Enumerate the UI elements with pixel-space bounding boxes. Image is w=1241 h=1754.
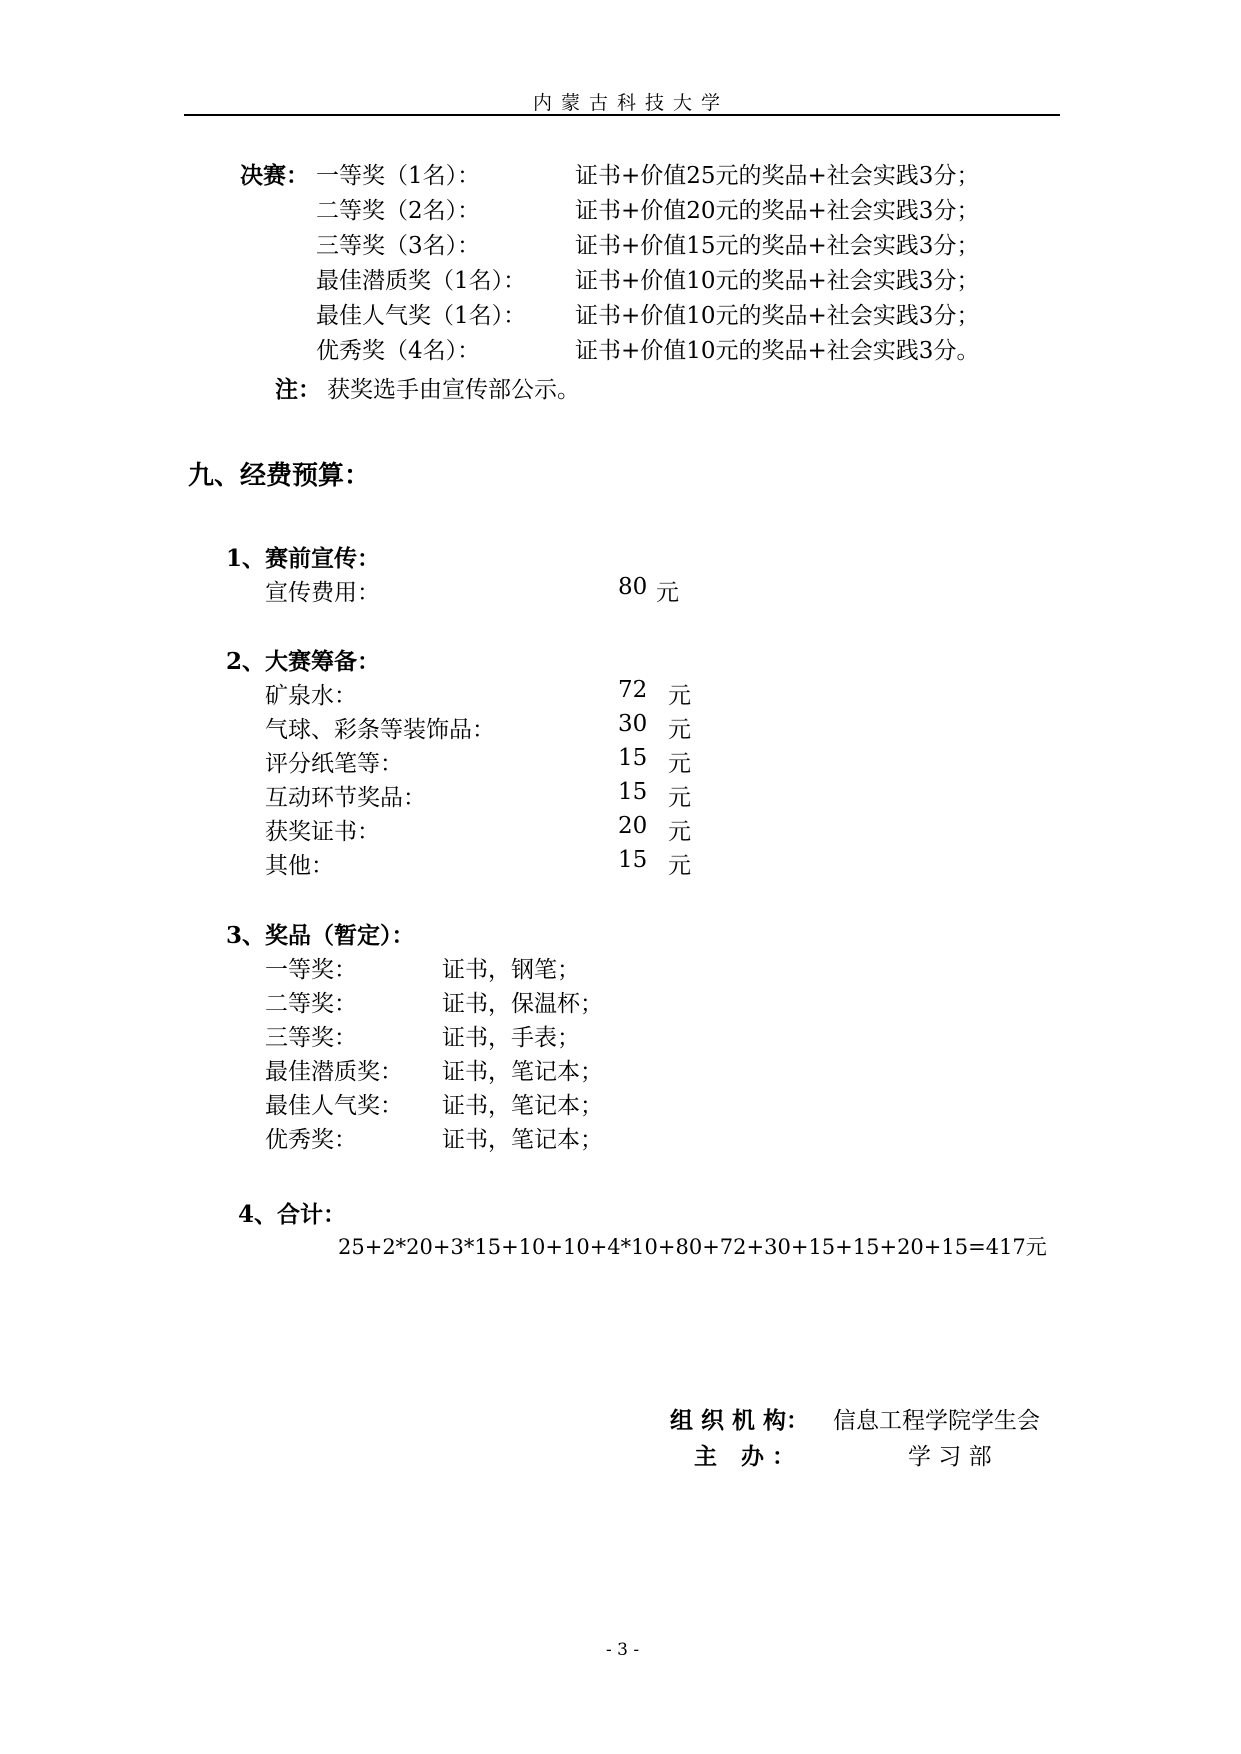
prize-value: 证书，笔记本； — [442, 1093, 603, 1119]
budget-item-amount: 72 — [618, 677, 648, 703]
budget-item-unit: 元 — [656, 580, 679, 606]
budget-item-label: 获奖证书： — [265, 819, 380, 845]
running-header: 内蒙古科技大学 — [533, 92, 730, 114]
budget-item-label: 互动环节奖品： — [265, 785, 426, 811]
note-text: 获奖选手由宣传部公示。 — [327, 377, 580, 403]
budget-item-unit: 元 — [668, 717, 691, 743]
page-number: - 3 - — [606, 1640, 640, 1660]
prize-value: 证书，保温杯； — [442, 991, 603, 1017]
budget-item-amount: 20 — [618, 813, 648, 839]
subsection-title-promo: 1、赛前宣传： — [226, 545, 381, 572]
budget-item-label: 其他： — [265, 853, 334, 879]
budget-item-amount: 30 — [618, 711, 648, 737]
award-prize: 证书+价值10元的奖品+社会实践3分。 — [575, 338, 980, 364]
organizer-value: 信息工程学院学生会 — [833, 1408, 1040, 1434]
section-title-budget: 九、经费预算： — [188, 461, 371, 491]
budget-item-amount: 15 — [618, 847, 648, 873]
prize-label: 最佳潜质奖： — [265, 1059, 403, 1085]
budget-item-amount: 80 — [618, 574, 648, 600]
budget-item-unit: 元 — [668, 853, 691, 879]
host-value: 学 习 部 — [908, 1444, 992, 1470]
total-formula: 25+2*20+3*15+10+10+4*10+80+72+30+15+15+20+15=417元 — [338, 1235, 1047, 1259]
host-label: 主 办 ： — [694, 1443, 796, 1470]
budget-item-label: 气球、彩条等装饰品： — [265, 717, 495, 743]
budget-item-label: 矿泉水： — [265, 683, 357, 709]
award-name: 最佳潜质奖（1名）： — [316, 268, 527, 294]
prize-label: 三等奖： — [265, 1025, 357, 1051]
budget-item-unit: 元 — [668, 683, 691, 709]
award-name: 一等奖（1名）： — [316, 163, 481, 189]
award-prize: 证书+价值20元的奖品+社会实践3分； — [575, 198, 980, 224]
award-name: 优秀奖（4名）： — [316, 338, 481, 364]
finals-label: 决赛： — [240, 162, 309, 189]
budget-item-label: 宣传费用： — [265, 580, 380, 606]
header-divider — [184, 114, 1060, 116]
subsection-title-total: 4、合计： — [238, 1201, 347, 1228]
prize-label: 一等奖： — [265, 957, 357, 983]
note-label: 注： — [275, 376, 321, 403]
prize-label: 最佳人气奖： — [265, 1093, 403, 1119]
subsection-title-prep: 2、大赛筹备： — [226, 648, 381, 675]
budget-item-unit: 元 — [668, 785, 691, 811]
award-prize: 证书+价值15元的奖品+社会实践3分； — [575, 233, 980, 259]
prize-label: 二等奖： — [265, 991, 357, 1017]
budget-item-label: 评分纸笔等： — [265, 751, 403, 777]
budget-item-amount: 15 — [618, 779, 648, 805]
prize-value: 证书，笔记本； — [442, 1127, 603, 1153]
award-name: 最佳人气奖（1名）： — [316, 303, 527, 329]
budget-item-unit: 元 — [668, 819, 691, 845]
prize-value: 证书，手表； — [442, 1025, 580, 1051]
organizer-label: 组 织 机 构： — [670, 1407, 810, 1434]
prize-value: 证书，钢笔； — [442, 957, 580, 983]
award-prize: 证书+价值10元的奖品+社会实践3分； — [575, 303, 980, 329]
award-name: 三等奖（3名）： — [316, 233, 481, 259]
budget-item-amount: 15 — [618, 745, 648, 771]
award-prize: 证书+价值10元的奖品+社会实践3分； — [575, 268, 980, 294]
budget-item-unit: 元 — [668, 751, 691, 777]
subsection-title-prizes: 3、奖品（暂定）： — [226, 922, 415, 949]
prize-label: 优秀奖： — [265, 1127, 357, 1153]
prize-value: 证书，笔记本； — [442, 1059, 603, 1085]
award-prize: 证书+价值25元的奖品+社会实践3分； — [575, 163, 980, 189]
award-name: 二等奖（2名）： — [316, 198, 481, 224]
